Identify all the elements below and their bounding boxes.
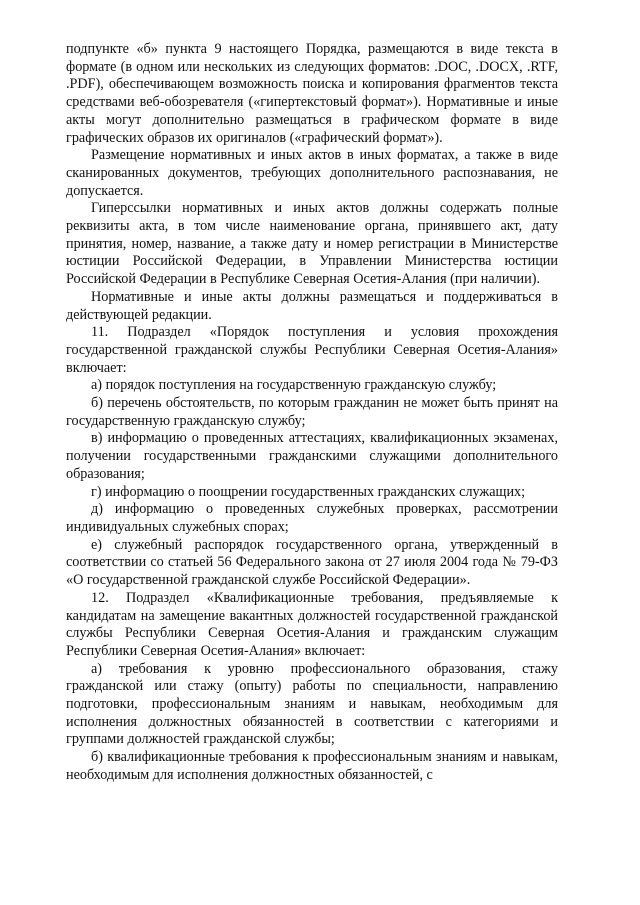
document-page	[66, 41, 558, 785]
list-item-11b: б) перечень обстоятельств, по которым гражданин не может быть принят на государственную гражданскую службу;	[66, 395, 558, 429]
paragraph-section-12: 12. Подраздел «Квалификационные требования, предъявляемые к кандидатам на замещение вакантных должностей государственной гражданской службы Республики Северная Осетия-Алания и гражданским служащим Республики Северная Осетия-Алания» включает:	[66, 589, 558, 659]
paragraph-section-11: 11. Подраздел «Порядок поступления и условия прохождения государственной гражданской службы Республики Северная Осетия-Алания» включает:	[66, 324, 558, 376]
paragraph-other-formats: Размещение нормативных и иных актов в иных форматах, а также в виде сканированных документов, требующих дополнительного распознавания, не допускается.	[66, 147, 558, 199]
paragraph-hyperlinks: Гиперссылки нормативных и иных актов должны содержать полные реквизиты акта, в том числе наименование органа, принявшего акт, дату принятия, номер, название, а также дату и номер регистрации в Министерстве юстиции Российской Федерации, в Управлении Министерства юстиции Российской Федерации в Республике Северная Осетия-Алания (при наличии).	[66, 200, 558, 288]
list-item-12a: а) требования к уровню профессионального образования, стажу гражданской или стажу (опыту) работы по специальности, направлению подготовки, профессиональным знаниям и навыкам, необходимым для исполнения должностных обязанностей в соответствии с категориями и группами должностей гражданской службы;	[66, 660, 558, 748]
list-item-11a: а) порядок поступления на государственную гражданскую службу;	[91, 377, 497, 394]
list-item-11v: в) информацию о проведенных аттестациях, квалификационных экзаменах, получении государственными гражданскими служащими дополнительного образования;	[66, 430, 558, 482]
paragraph-formats-continuation: подпункте «б» пункта 9 настоящего Порядка, размещаются в виде текста в формате (в одном или нескольких из следующих форматов: .DOC, .DOCX, .RTF, .PDF), обеспечивающем возможность поиска и копирования фрагментов текста средствами веб-обозревателя («гипертекстовый формат»). Нормативные и иные акты могут дополнительно размещаться в графическом формате в виде графических образов их оригиналов («графический формат»).	[66, 41, 558, 146]
list-item-11e: е) служебный распорядок государственного органа, утвержденный в соответствии со статьей 56 Федерального закона от 27 июля 2004 года № 79-ФЗ «О государственной гражданской службе Российской Федерации».	[66, 536, 558, 589]
list-item-11g: г) информацию о поощрении государственных гражданских служащих;	[91, 483, 526, 500]
paragraph-current-edition: Нормативные и иные акты должны размещаться и поддерживаться в действующей редакции.	[66, 288, 558, 323]
list-item-12b: б) квалификационные требования к профессиональным знаниям и навыкам, необходимым для исполнения должностных обязанностей, с	[66, 749, 558, 783]
list-item-11d: д) информацию о проведенных служебных проверках, рассмотрении индивидуальных служебных спорах;	[66, 501, 558, 535]
